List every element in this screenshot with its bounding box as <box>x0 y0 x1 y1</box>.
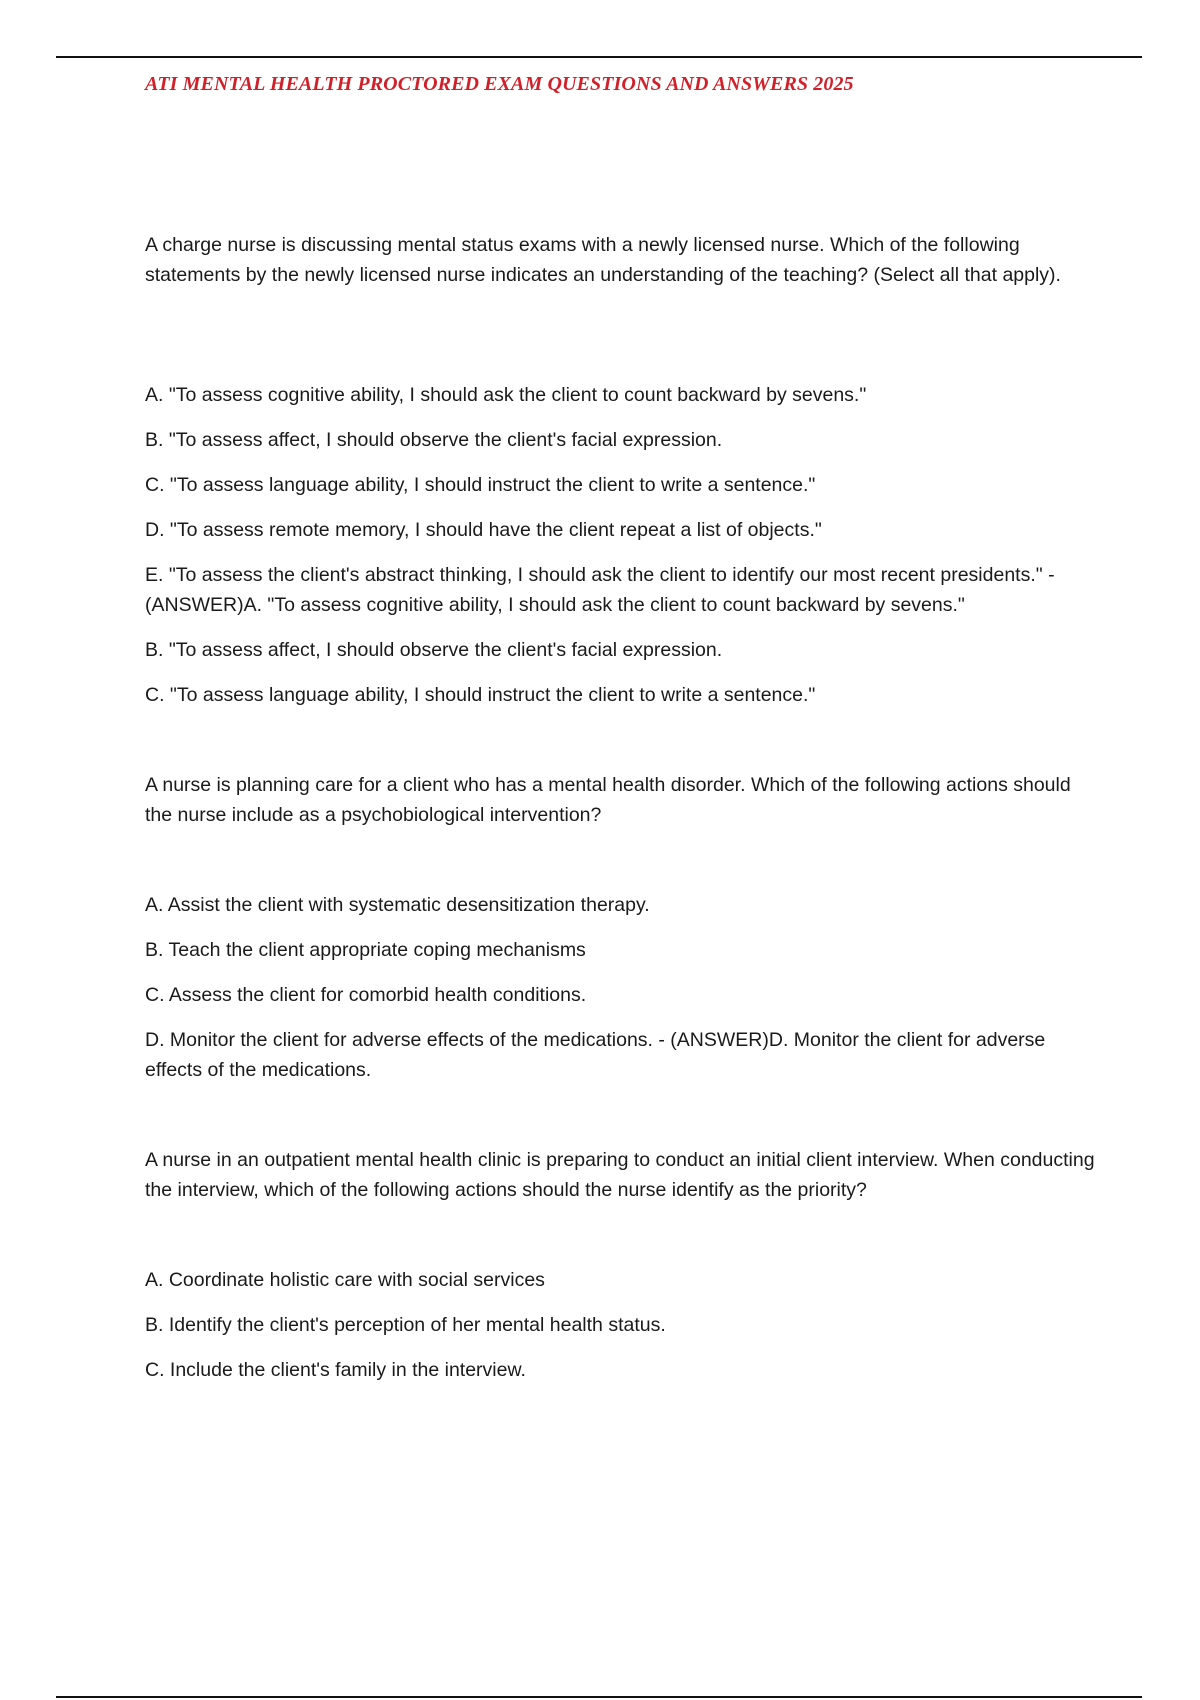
question-2-options <box>145 890 1095 1085</box>
top-rule <box>56 56 1142 58</box>
option-item: B. "To assess affect, I should observe the client's facial expression. <box>145 429 723 451</box>
option-item: C. "To assess language ability, I should instruct the client to write a sentence." <box>145 684 816 706</box>
question-2 <box>145 770 1095 830</box>
option-item: A. Coordinate holistic care with social services <box>145 1269 545 1291</box>
question-stem: A nurse in an outpatient mental health clinic is preparing to conduct an initial client interview. When conducting the interview, which of the following actions should the nurse identify as the priority? <box>145 1149 1095 1201</box>
option-item: C. Include the client's family in the interview. <box>145 1359 526 1381</box>
bottom-rule <box>56 1696 1142 1698</box>
option-item: A. Assist the client with systematic desensitization therapy. <box>145 894 650 916</box>
option-item: B. Identify the client's perception of her mental health status. <box>145 1314 666 1336</box>
option-item: B. "To assess affect, I should observe the client's facial expression. <box>145 639 723 661</box>
question-stem: A charge nurse is discussing mental status exams with a newly licensed nurse. Which of the following statements by the newly licensed nurse indicates an understanding of the teaching? (Select all that apply). <box>145 234 1061 286</box>
option-item: B. Teach the client appropriate coping mechanisms <box>145 939 586 961</box>
option-item: C. "To assess language ability, I should instruct the client to write a sentence." <box>145 474 816 496</box>
option-item: A. "To assess cognitive ability, I should ask the client to count backward by sevens." <box>145 384 867 406</box>
question-1-options <box>145 380 1095 710</box>
question-stem: A nurse is planning care for a client who has a mental health disorder. Which of the following actions should the nurse include as a psychobiological intervention? <box>145 774 1071 826</box>
question-3-options <box>145 1265 1095 1385</box>
question-1 <box>145 230 1095 290</box>
option-item-with-answer: E. "To assess the client's abstract thinking, I should ask the client to identify our most recent presidents." - (ANSWER)A. "To assess cognitive ability, I should ask the client to count backward by sevens." <box>145 564 1055 616</box>
option-item-with-answer: D. Monitor the client for adverse effects of the medications. - (ANSWER)D. Monitor the client for adverse effects of the medications. <box>145 1029 1046 1081</box>
option-item: D. "To assess remote memory, I should have the client repeat a list of objects." <box>145 519 822 541</box>
option-item: C. Assess the client for comorbid health conditions. <box>145 984 587 1006</box>
question-3 <box>145 1145 1095 1205</box>
document-page <box>145 70 1095 1381</box>
document-title: ATI MENTAL HEALTH PROCTORED EXAM QUESTIONS AND ANSWERS 2025 <box>145 73 854 95</box>
